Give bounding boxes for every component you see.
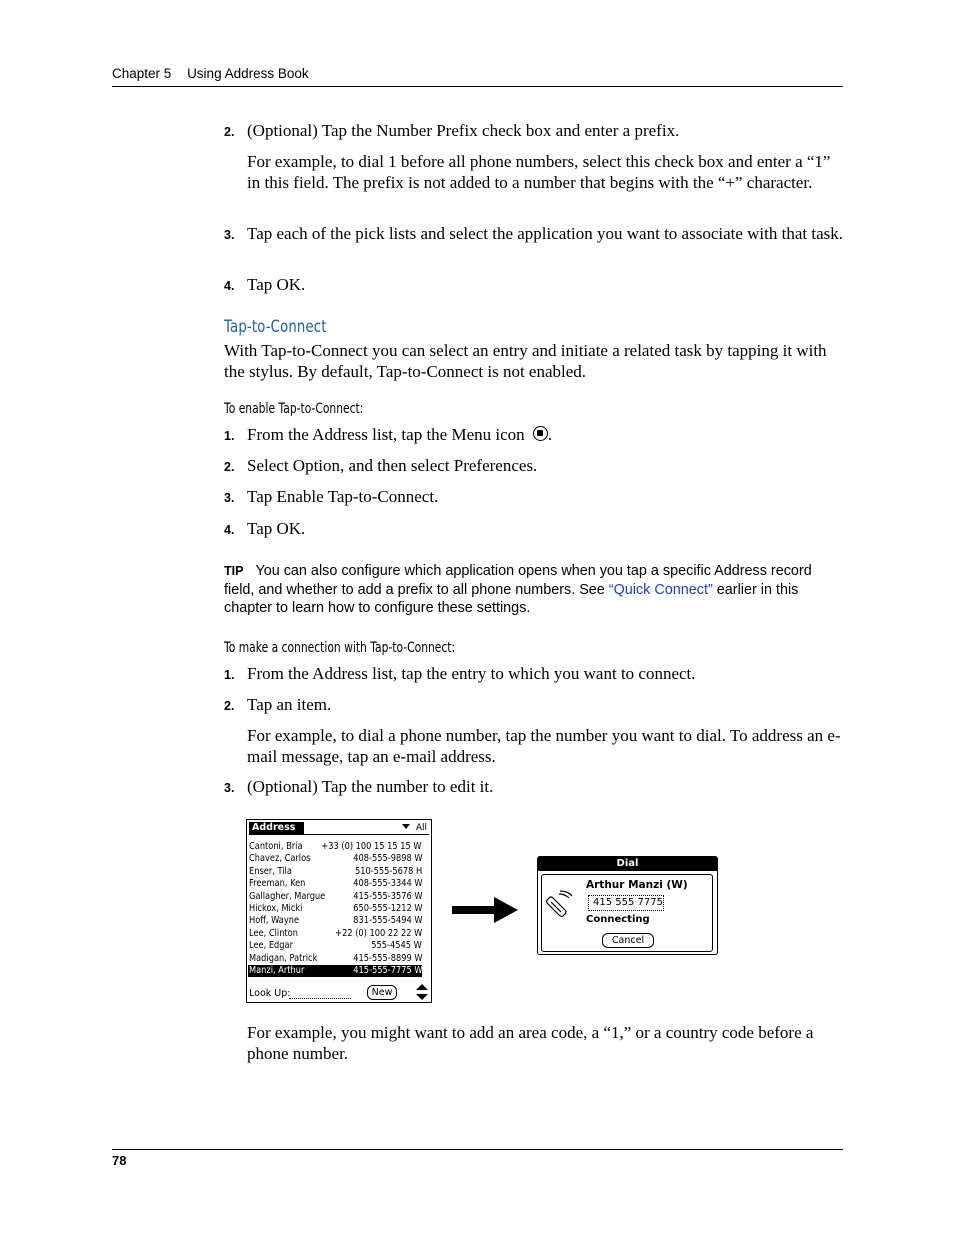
contact-name: Lee, Clinton xyxy=(249,927,298,939)
contact-name: Freeman, Ken xyxy=(249,878,306,890)
tip-text: You can also configure which application opens when you tap a specific Address record field, and whether to add a prefix to all phone numbers. See xyxy=(224,563,812,598)
list-item-selected[interactable] xyxy=(248,965,422,977)
list-item[interactable] xyxy=(248,940,422,952)
cancel-button[interactable]: Cancel xyxy=(602,933,654,948)
footer-rule xyxy=(112,1149,843,1150)
list-item[interactable] xyxy=(248,891,422,903)
contact-name: Hickox, Micki xyxy=(249,902,303,914)
step-number: 2. xyxy=(224,699,235,713)
contact-phone: 831-555-5494 W xyxy=(352,915,422,927)
page-number: 78 xyxy=(112,1153,127,1168)
list-item[interactable] xyxy=(248,866,422,878)
step-number: 4. xyxy=(224,523,235,537)
step-number: 1. xyxy=(224,429,235,443)
chapter-title: Using Address Book xyxy=(187,66,309,81)
dialog-title: Dial xyxy=(538,857,717,871)
step-text: Tap each of the pick lists and select the application you want to associate with that task. xyxy=(247,224,843,243)
chapter-label: Chapter 5 xyxy=(112,66,172,81)
header-rule xyxy=(112,86,843,87)
step-number: 4. xyxy=(224,279,235,293)
phone-handset-icon xyxy=(545,890,573,918)
contact-phone: +22 (0) 100 22 22 W xyxy=(334,927,422,939)
tip-text-end: earlier in this chapter to learn how to configure these settings. xyxy=(224,581,799,616)
step-paragraph: For example, to dial a phone number, tap the number you want to dial. To address an e-mail message, tap an e-mail address. xyxy=(247,726,841,766)
list-item[interactable] xyxy=(248,953,422,965)
step-text: Tap OK. xyxy=(247,519,306,538)
category-value: All xyxy=(415,823,427,833)
title-underline xyxy=(249,834,429,835)
new-button[interactable]: New xyxy=(367,985,397,1000)
step-text: Tap Enable Tap-to-Connect. xyxy=(247,487,439,506)
closing-paragraph: For example, you might want to add an area code, a “1,” or a country code before a phone number. xyxy=(247,1023,814,1063)
step-text: (Optional) Tap the Number Prefix check box and enter a prefix. xyxy=(247,121,680,140)
right-arrow-icon xyxy=(452,897,518,923)
lookup-field[interactable] xyxy=(289,998,351,999)
section-heading: Tap-to-Connect xyxy=(224,317,327,337)
step-text xyxy=(247,425,844,446)
step-text: Select Option, and then select Preferences. xyxy=(247,456,538,475)
contact-name: Enser, Tila xyxy=(249,865,292,877)
scroll-arrows-icon[interactable] xyxy=(415,984,429,1000)
contact-name: Arthur Manzi (W) xyxy=(586,879,688,891)
running-header xyxy=(112,66,842,81)
step-text: Tap an item. xyxy=(247,695,332,714)
step-text-content: From the Address list, tap the Menu icon xyxy=(247,425,525,444)
contact-phone: 415-555-3576 W xyxy=(352,890,422,902)
contact-phone: 408-555-9898 W xyxy=(352,853,422,865)
step-number: 3. xyxy=(224,228,235,242)
category-picker[interactable] xyxy=(402,822,427,834)
status-text: Connecting xyxy=(586,914,650,925)
dropdown-triangle-icon xyxy=(402,824,410,829)
list-item[interactable] xyxy=(248,878,422,890)
app-title: Address xyxy=(249,822,304,834)
contact-phone: 408-555-3344 W xyxy=(352,878,422,890)
dial-dialog-screenshot xyxy=(537,856,718,955)
subsection-heading: To enable Tap-to-Connect: xyxy=(224,401,364,417)
step-text-suffix: . xyxy=(547,425,553,444)
menu-icon xyxy=(533,426,548,441)
address-list-screenshot xyxy=(246,819,432,1003)
section-intro: With Tap-to-Connect you can select an entry and initiate a related task by tapping it with the stylus. By default, Tap-to-Connect is not enabled. xyxy=(224,341,827,381)
contact-phone: 415-555-8899 W xyxy=(352,952,422,964)
contact-phone: 555-4545 W xyxy=(371,940,422,952)
contact-name: Gallagher, Margue xyxy=(249,890,326,902)
contact-name: Manzi, Arthur xyxy=(249,964,305,976)
contact-name: Lee, Edgar xyxy=(249,940,293,952)
list-item[interactable] xyxy=(248,915,422,927)
list-item[interactable] xyxy=(248,928,422,940)
lookup-label: Look Up: xyxy=(249,988,291,999)
contact-name: Madigan, Patrick xyxy=(249,952,318,964)
subsection-heading: To make a connection with Tap-to-Connect: xyxy=(224,640,456,656)
tip-note xyxy=(224,562,844,618)
contact-phone: +33 (0) 100 15 15 15 W xyxy=(321,841,422,852)
step-number: 2. xyxy=(224,460,235,474)
list-item[interactable] xyxy=(248,853,422,865)
step-text: From the Address list, tap the entry to which you want to connect. xyxy=(247,664,696,683)
step-number: 1. xyxy=(224,668,235,682)
contact-phone: 415-555-7775 W xyxy=(352,964,422,976)
quick-connect-link[interactable]: “Quick Connect” xyxy=(608,581,713,598)
step-number: 3. xyxy=(224,781,235,795)
contact-phone: 650-555-1212 W xyxy=(352,902,422,914)
step-paragraph: For example, to dial 1 before all phone numbers, select this check box and enter a “1” in this field. The prefix is not added to a number that begins with the “+” character. xyxy=(247,152,831,192)
step-number: 3. xyxy=(224,491,235,505)
list-item[interactable] xyxy=(248,903,422,915)
phone-number-field[interactable]: 415 555 7775 xyxy=(588,895,664,911)
list-item[interactable] xyxy=(248,841,422,853)
contact-phone: 510-555-5678 H xyxy=(354,865,422,877)
tip-label: TIP xyxy=(224,564,244,578)
contact-name: Chavez, Carlos xyxy=(249,853,311,865)
step-text: (Optional) Tap the number to edit it. xyxy=(247,777,494,796)
address-list xyxy=(248,841,422,977)
contact-name: Cantoni, Bria xyxy=(249,841,303,852)
contact-name: Hoff, Wayne xyxy=(249,915,300,927)
step-text: Tap OK. xyxy=(247,275,306,294)
step-number: 2. xyxy=(224,125,235,139)
